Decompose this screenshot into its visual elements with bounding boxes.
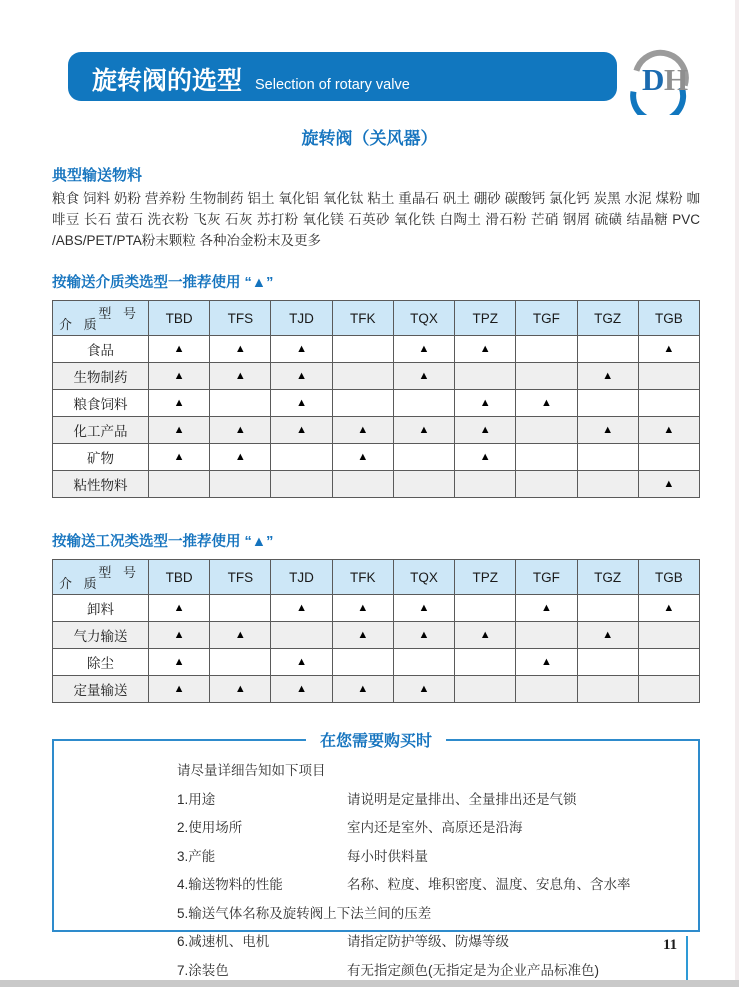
corner-cell: [53, 301, 149, 336]
dh-logo-icon: [620, 47, 704, 115]
banner-title-zh: 旋转阀的选型: [92, 67, 243, 95]
item-label: 5.输送气体名称及旋转阀上下法兰间的压差: [177, 905, 432, 921]
column-header: TGB: [638, 301, 699, 336]
table-row: [53, 417, 700, 444]
mark-cell: [516, 622, 577, 649]
page-header: [0, 0, 739, 112]
mark-cell: ▲: [393, 595, 454, 622]
mark-cell: [638, 622, 699, 649]
table-row: [53, 363, 700, 390]
list-item: [177, 786, 698, 815]
item-label: 3.产能: [177, 848, 216, 864]
mark-cell: ▲: [149, 649, 210, 676]
mark-cell: [577, 649, 638, 676]
table-row: [53, 595, 700, 622]
corner-bottom-label: 介 质: [59, 317, 101, 332]
mark-cell: ▲: [455, 622, 516, 649]
row-label: 粮食饲料: [53, 390, 149, 417]
table-header-row: [53, 560, 700, 595]
item-label: 7.涂装色: [177, 962, 229, 978]
mark-cell: [638, 649, 699, 676]
list-item: [177, 871, 698, 900]
mark-cell: ▲: [455, 336, 516, 363]
corner-bottom-label: 介 质: [59, 576, 101, 591]
mark-cell: [332, 336, 393, 363]
mark-cell: ▲: [332, 622, 393, 649]
mark-cell: ▲: [455, 444, 516, 471]
table-row: [53, 649, 700, 676]
mark-cell: ▲: [271, 390, 332, 417]
mark-cell: ▲: [332, 676, 393, 703]
mark-cell: ▲: [638, 336, 699, 363]
purchase-intro: 请尽量详细告知如下项目: [177, 763, 326, 778]
mark-cell: [455, 595, 516, 622]
mark-cell: ▲: [210, 336, 271, 363]
column-header: TPZ: [455, 301, 516, 336]
item-label: 1.用途: [177, 791, 216, 807]
mark-cell: [516, 471, 577, 498]
table-row: [53, 471, 700, 498]
mark-cell: ▲: [577, 363, 638, 390]
mark-cell: [210, 471, 271, 498]
media-selection-table: [52, 300, 700, 498]
column-header: TFK: [332, 560, 393, 595]
column-header: TFS: [210, 560, 271, 595]
mark-cell: [393, 444, 454, 471]
mark-cell: ▲: [271, 363, 332, 390]
corner-top-label: 型 号: [98, 306, 140, 321]
mark-cell: ▲: [210, 363, 271, 390]
mark-cell: ▲: [332, 417, 393, 444]
list-item: [177, 900, 698, 929]
item-desc: 名称、粒度、堆积密度、温度、安息角、含水率: [347, 877, 631, 892]
purchase-box-title: 在您需要购买时: [306, 728, 446, 751]
mark-cell: [149, 471, 210, 498]
page-title: 旋转阀（关风器）: [301, 129, 438, 148]
corner-cell: [53, 560, 149, 595]
mark-cell: ▲: [332, 444, 393, 471]
mark-cell: [516, 676, 577, 703]
table1-heading: 按输送介质类选型一推荐使用 “▲”: [52, 275, 274, 291]
mark-cell: [455, 676, 516, 703]
mark-cell: ▲: [393, 363, 454, 390]
table-row: [53, 676, 700, 703]
list-item: [177, 843, 698, 872]
purchase-items: [54, 741, 698, 985]
mark-cell: ▲: [577, 417, 638, 444]
mark-cell: ▲: [516, 390, 577, 417]
row-label: 定量输送: [53, 676, 149, 703]
mark-cell: ▲: [271, 417, 332, 444]
mark-cell: [577, 595, 638, 622]
mark-cell: [332, 471, 393, 498]
corner-top-label: 型 号: [98, 565, 140, 580]
mark-cell: ▲: [516, 649, 577, 676]
mark-cell: ▲: [149, 417, 210, 444]
column-header: TGZ: [577, 560, 638, 595]
mark-cell: [332, 390, 393, 417]
column-header: TQX: [393, 560, 454, 595]
column-header: TJD: [271, 560, 332, 595]
item-label: 6.减速机、电机: [177, 934, 270, 949]
column-header: TGF: [516, 301, 577, 336]
mark-cell: ▲: [455, 390, 516, 417]
mark-cell: [210, 595, 271, 622]
mark-cell: [455, 649, 516, 676]
table-row: [53, 336, 700, 363]
table2-heading: 按输送工况类选型一推荐使用 “▲”: [52, 534, 274, 550]
mark-cell: ▲: [271, 676, 332, 703]
mark-cell: [332, 649, 393, 676]
mark-cell: ▲: [577, 622, 638, 649]
item-desc: 有无指定颜色(无指定是为企业产品标准色): [347, 962, 599, 978]
column-header: TBD: [149, 560, 210, 595]
mark-cell: ▲: [210, 417, 271, 444]
mark-cell: ▲: [393, 336, 454, 363]
mark-cell: ▲: [638, 417, 699, 444]
mark-cell: [393, 390, 454, 417]
item-desc: 请说明是定量排出、全量排出还是气锁: [347, 791, 577, 807]
mark-cell: [577, 390, 638, 417]
page-edge-bottom: [0, 980, 739, 987]
mark-cell: ▲: [149, 622, 210, 649]
mark-cell: ▲: [210, 676, 271, 703]
mark-cell: ▲: [149, 336, 210, 363]
list-item: [177, 814, 698, 843]
mark-cell: ▲: [393, 622, 454, 649]
mark-cell: [577, 444, 638, 471]
mark-cell: [516, 417, 577, 444]
row-label: 生物制药: [53, 363, 149, 390]
column-header: TFS: [210, 301, 271, 336]
column-header: TBD: [149, 301, 210, 336]
mark-cell: ▲: [149, 363, 210, 390]
table-row: [53, 390, 700, 417]
column-header: TGF: [516, 560, 577, 595]
mark-cell: ▲: [271, 649, 332, 676]
mark-cell: [210, 390, 271, 417]
mark-cell: [516, 444, 577, 471]
row-label: 粘性物料: [53, 471, 149, 498]
materials-heading: 典型输送物料: [52, 167, 143, 184]
mark-cell: [638, 676, 699, 703]
mark-cell: ▲: [149, 595, 210, 622]
mark-cell: [577, 676, 638, 703]
mark-cell: ▲: [271, 336, 332, 363]
svg-text:D: D: [642, 62, 665, 97]
mark-cell: ▲: [393, 417, 454, 444]
item-desc: 室内还是室外、高原还是沿海: [347, 820, 523, 835]
mark-cell: [516, 363, 577, 390]
mark-cell: [271, 444, 332, 471]
column-header: TFK: [332, 301, 393, 336]
mark-cell: [393, 649, 454, 676]
condition-selection-table: [52, 559, 700, 703]
mark-cell: ▲: [455, 417, 516, 444]
item-label: 2.使用场所: [177, 820, 243, 835]
mark-cell: [516, 336, 577, 363]
column-header: TGB: [638, 560, 699, 595]
row-label: 卸料: [53, 595, 149, 622]
page-edge-right: [735, 0, 739, 980]
mark-cell: ▲: [210, 444, 271, 471]
svg-text:H: H: [664, 62, 689, 97]
mark-cell: ▲: [393, 676, 454, 703]
mark-cell: [638, 363, 699, 390]
list-item: [177, 928, 698, 957]
mark-cell: [455, 471, 516, 498]
column-header: TQX: [393, 301, 454, 336]
mark-cell: ▲: [332, 595, 393, 622]
row-label: 除尘: [53, 649, 149, 676]
mark-cell: ▲: [638, 471, 699, 498]
footer-accent-line: [686, 936, 688, 980]
mark-cell: ▲: [149, 444, 210, 471]
mark-cell: [577, 471, 638, 498]
materials-text: 粮食 饲料 奶粉 营养粉 生物制药 铝土 氧化铝 氧化钛 粘土 重晶石 矾土 硼砂 碳酸钙 氯化钙 炭黑 水泥 煤粉 咖啡豆 长石 萤石 洗衣粉 飞灰 石灰 苏打粉 氧化镁 石英砂 氧化铁 白陶土 滑石粉 芒硝 钢屑 硫磺 结晶糖 PVC /ABS/PET/PTA粉末颗粒 各种冶金粉末及更多: [52, 191, 700, 248]
row-label: 矿物: [53, 444, 149, 471]
table-header-row: [53, 301, 700, 336]
mark-cell: [271, 622, 332, 649]
mark-cell: ▲: [516, 595, 577, 622]
row-label: 食品: [53, 336, 149, 363]
item-desc: 请指定防护等级、防爆等级: [347, 934, 509, 949]
mark-cell: [332, 363, 393, 390]
item-desc: 每小时供料量: [347, 848, 428, 864]
mark-cell: [638, 390, 699, 417]
mark-cell: [638, 444, 699, 471]
row-label: 气力输送: [53, 622, 149, 649]
mark-cell: ▲: [210, 622, 271, 649]
title-banner: [68, 52, 617, 101]
mark-cell: ▲: [149, 676, 210, 703]
mark-cell: ▲: [638, 595, 699, 622]
mark-cell: ▲: [149, 390, 210, 417]
column-header: TGZ: [577, 301, 638, 336]
banner-title-en: Selection of rotary valve: [255, 77, 410, 93]
mark-cell: [577, 336, 638, 363]
row-label: 化工产品: [53, 417, 149, 444]
mark-cell: [455, 363, 516, 390]
item-label: 4.输送物料的性能: [177, 877, 283, 892]
mark-cell: [393, 471, 454, 498]
table-row: [53, 444, 700, 471]
column-header: TJD: [271, 301, 332, 336]
mark-cell: [210, 649, 271, 676]
column-header: TPZ: [455, 560, 516, 595]
table-row: [53, 622, 700, 649]
mark-cell: [271, 471, 332, 498]
mark-cell: ▲: [271, 595, 332, 622]
page-number: 11: [663, 937, 678, 953]
